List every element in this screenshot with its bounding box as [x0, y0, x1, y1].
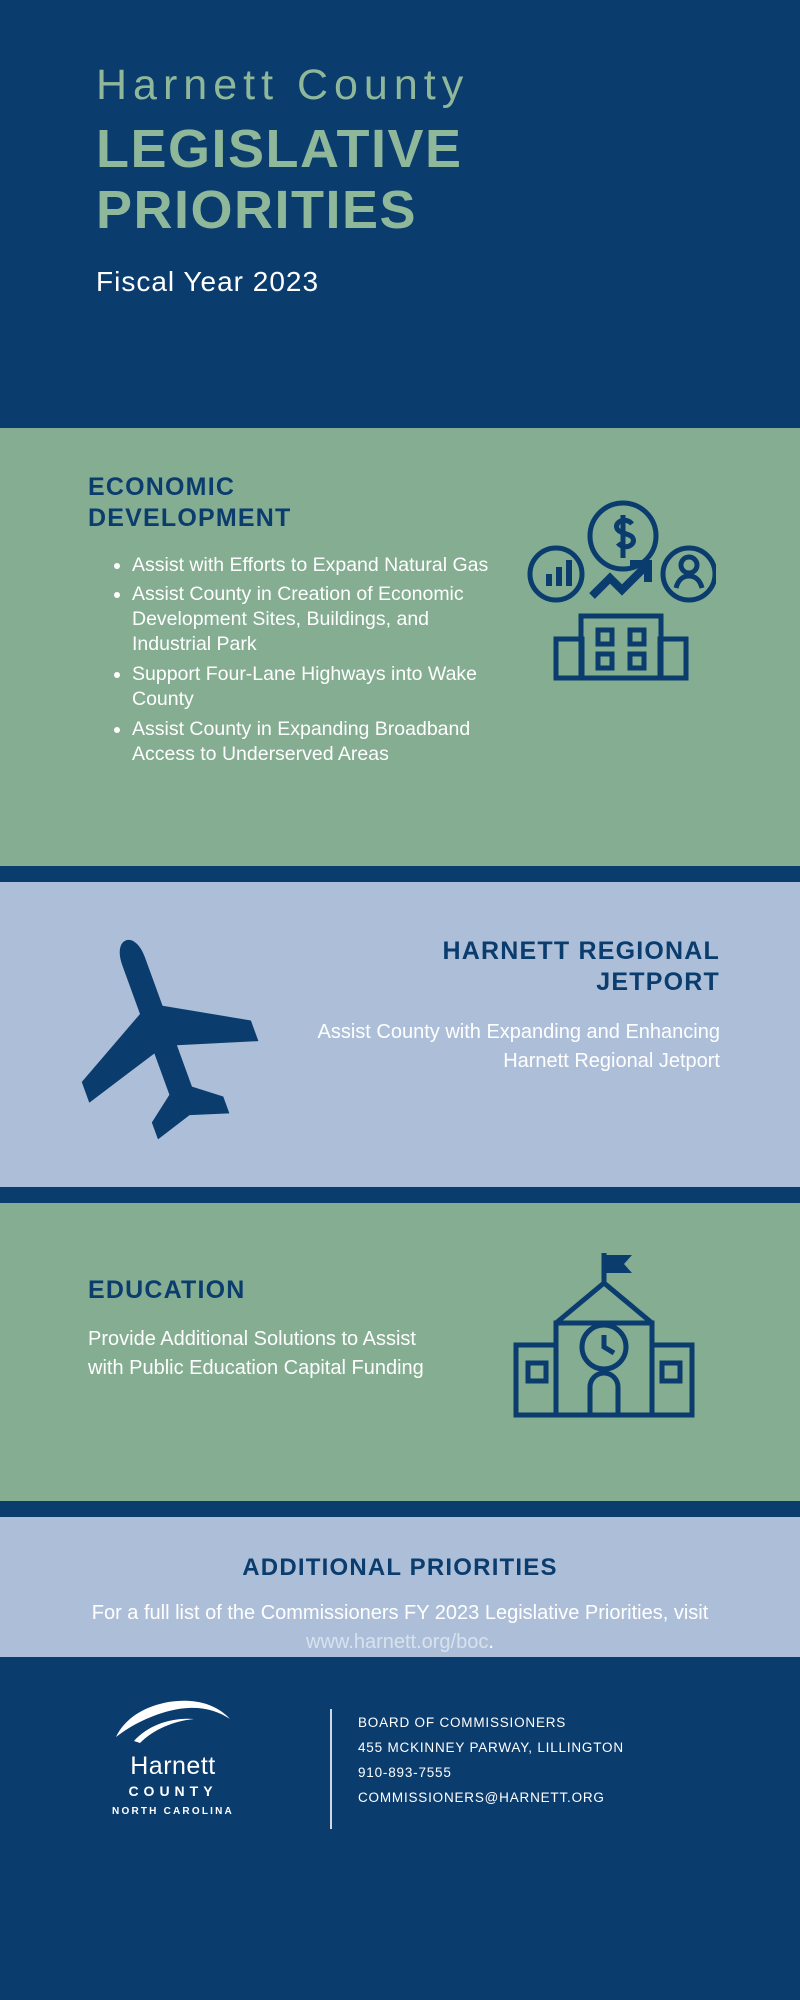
list-item: • Assist with Efforts to Expand Natural Gas [132, 553, 492, 578]
divider [0, 1187, 800, 1203]
header [0, 0, 800, 428]
list-item: • Assist County in Expanding Broadband Access to Underserved Areas [132, 717, 492, 767]
section-heading-jetport-line2: JETPORT [596, 968, 720, 997]
section-heading-education: EDUCATION [88, 1276, 246, 1304]
divider [0, 1501, 800, 1517]
logo-state: NORTH CAROLINA [112, 1806, 234, 1817]
section-heading-jetport [300, 936, 720, 999]
section-additional-priorities [0, 1517, 800, 1657]
additional-body-after: . [488, 1631, 494, 1653]
contact-line: 455 MCKINNEY PARWAY, LILLINGTON [358, 1739, 624, 1755]
economic-growth-icon [526, 496, 716, 691]
harnett-county-logo [88, 1697, 258, 1817]
section-economic-development [0, 428, 800, 866]
airplane-icon [40, 916, 280, 1146]
contact-line: 910-893-7555 [358, 1764, 452, 1780]
swoosh-icon [108, 1697, 238, 1743]
section-heading-economic-line2: DEVELOPMENT [88, 504, 292, 533]
section-heading-jetport-line1: HARNETT REGIONAL [442, 937, 720, 965]
fiscal-year-label: Fiscal Year 2023 [96, 266, 320, 298]
education-body-text: Provide Additional Solutions to Assist with Public Education Capital Funding [88, 1328, 424, 1379]
page-title-line2: PRIORITIES [96, 179, 418, 240]
section-heading-economic-line1: ECONOMIC [88, 473, 236, 501]
footer [0, 1657, 800, 1881]
section-heading-economic [88, 472, 348, 535]
footer-divider [330, 1709, 332, 1829]
list-item: • Support Four-Lane Highways into Wake County [132, 662, 492, 712]
contact-line: BOARD OF COMMISSIONERS [358, 1715, 567, 1730]
additional-body-text [0, 1599, 800, 1657]
page-title-line1: LEGISLATIVE [96, 119, 463, 180]
additional-body-before: For a full list of the Commissioners FY 2023 Legislative Priorities, visit [91, 1602, 709, 1624]
harnett-boc-link[interactable]: www.harnett.org/boc [306, 1631, 489, 1653]
jetport-body-text: Assist County with Expanding and Enhancing Harnett Regional Jetport [317, 1021, 720, 1072]
section-jetport [0, 882, 800, 1187]
list-item: • Assist County in Creation of Economic Development Sites, Buildings, and Industrial Park [132, 582, 492, 657]
logo-county: COUNTY [128, 1783, 218, 1799]
school-building-icon [504, 1245, 704, 1440]
section-heading-additional: ADDITIONAL PRIORITIES [242, 1554, 558, 1581]
logo-name: Harnett [130, 1752, 216, 1780]
divider [0, 866, 800, 882]
footer-contact-info [358, 1711, 624, 1811]
page-title-county: Harnett County [96, 61, 470, 109]
contact-line[interactable]: COMMISSIONERS@HARNETT.ORG [358, 1789, 605, 1805]
section-education [0, 1203, 800, 1501]
economic-bullet-list [96, 553, 492, 768]
